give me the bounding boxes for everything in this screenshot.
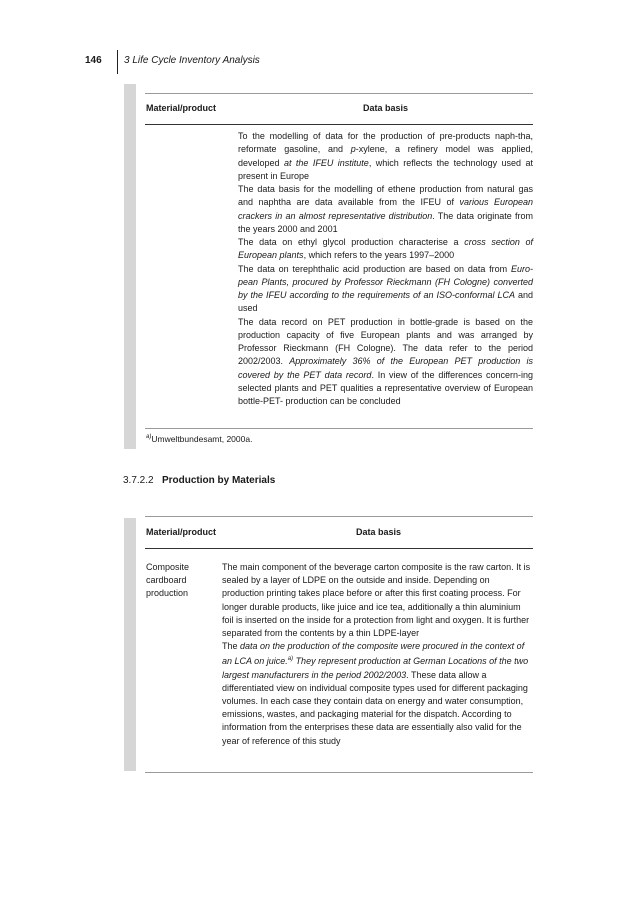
data-paragraph [238, 236, 533, 263]
text-run: p [350, 144, 356, 155]
text-run: -xylene, a refinery model was applied, developed [238, 144, 533, 168]
table1-bottom-rule [145, 428, 533, 429]
data-paragraph [238, 130, 533, 183]
text-run: at the IFEU institute [283, 157, 369, 168]
section-heading [123, 475, 275, 486]
section-title: Production by Materials [161, 475, 276, 486]
table1-footnote [146, 434, 252, 444]
text-run: The data record on PET production in bottle-grade is based on the production capacity of five European plants and was arranged by Professor Rieckmann (FH Cologne). The data refer to the period 2002/2003. [238, 316, 533, 367]
data-paragraph [238, 183, 533, 236]
table2-bottom-rule [145, 772, 533, 773]
row-label-line: cardboard [146, 575, 187, 586]
text-run: , which reflects the technology used at present in Europe [238, 157, 534, 181]
text-run: They represent production at German Locations of the two largest manufacturers in the period 2002/2003 [222, 656, 529, 680]
table1-header-material: Material/product [146, 103, 217, 113]
data-paragraph [222, 561, 534, 640]
footnote-ref: a) [287, 656, 294, 663]
page-number: 146 [85, 55, 102, 66]
row-label-line: production [146, 588, 189, 599]
running-title: 3 Life Cycle Inventory Analysis [124, 55, 260, 66]
row-label-line: Composite [146, 562, 190, 572]
table1-top-rule [145, 93, 533, 94]
data-paragraph [238, 316, 533, 409]
table1-header-rule [145, 124, 533, 125]
data-paragraph [238, 263, 533, 316]
table2-header-material: Material/product [146, 527, 217, 537]
footnote-text: Umweltbundesamt, 2000a. [151, 434, 253, 444]
table1-data-cell [238, 130, 533, 408]
text-run: Euro-pean Plants, procured by Professor Rieckmann (FH Cologne) converted by the IFEU according to the requirements of an ISO-conformal LCA [238, 263, 533, 300]
text-run: The [222, 641, 241, 652]
footnote-mark: a) [146, 434, 152, 441]
table2-header-rule [145, 548, 533, 549]
text-run: , which refers to the years 1997–2000 [303, 250, 455, 261]
text-run: . In view of the differences concern-ing selected plants and PET qualities a representative overview of European bottle-PET- production can be concluded [238, 369, 533, 406]
table2-data-cell [222, 561, 534, 748]
section-number: 3.7.2.2 [123, 475, 154, 486]
data-paragraph [222, 640, 534, 748]
header-divider [117, 50, 118, 74]
table1-sidebar [124, 84, 136, 449]
text-run: The main component of the beverage carton composite is the raw carton. It is sealed by a layer of LDPE on the outside and inside. Depending on production printing takes place before or after this first coating process. For longer durable products, like juice and ice tea, additionally a thin aluminium foil is inserted on the inside for a protection from light and oxygen. It is further separated from the contents by a thin LDPE-layer [222, 562, 531, 639]
text-run: data on the production of the composite were procured in the context of an LCA on juice. [222, 641, 525, 667]
text-run: . The data originate from the years 2000 and 2001 [238, 210, 534, 234]
text-run: The data on terephthalic acid production are based on data from [238, 263, 511, 274]
text-run: various European crackers in an almost representative distribution [238, 197, 533, 221]
text-run: The data on ethyl glycol production characterise a [238, 237, 465, 247]
text-run: cross section of European plants [238, 237, 533, 261]
text-run: To the modelling of data for the production of pre-products naph-tha, reformate gasoline, and [238, 131, 533, 155]
table2-top-rule [145, 516, 533, 517]
table2-sidebar [124, 518, 136, 771]
text-run: . These data allow a differentiated view on individual composite types used for different packaging volumes. In each case they contain data on energy and water consumption, emissions, wastes, and packaging material for the dispatch. According to information from the enterprises these data are essentially also valid for the year of reference of this study [222, 669, 528, 746]
table1-header-data: Data basis [363, 103, 409, 113]
text-run: The data basis for the modelling of ethene production from natural gas and naphtha are data available from the IFEU of [238, 184, 533, 208]
table2-row-label [146, 561, 189, 601]
text-run: Approximately 36% of the European PET production is covered by the PET data record [238, 356, 534, 380]
table2-header-data: Data basis [356, 527, 402, 537]
text-run: and used [238, 290, 533, 314]
